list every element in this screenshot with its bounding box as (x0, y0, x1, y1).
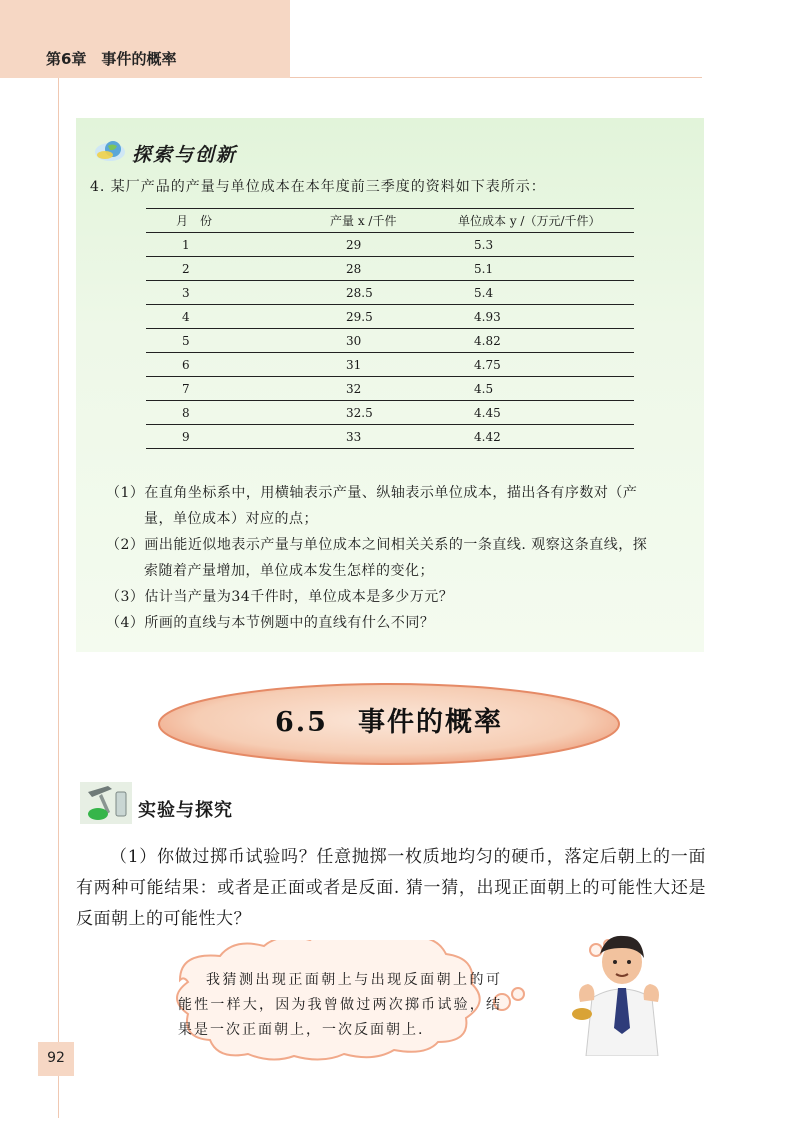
cell-output: 31 (306, 353, 446, 377)
section-number: 6.5 (275, 707, 328, 738)
header-unit-cost: 单位成本 y /（万元/千件） (446, 209, 634, 233)
chapter-title: 第6章 事件的概率 (46, 50, 177, 68)
production-cost-table (146, 208, 634, 449)
lab-title: 实验与探究 (138, 800, 233, 821)
coin-toss-paragraph: （1）你做过掷币试验吗？任意抛掷一枚质地均匀的硬币，落定后朝上的一面有两种可能结果：或者是正面或者是反面. 猜一猜，出现正面朝上的可能性大还是反面朝上的可能性大？ (76, 847, 706, 929)
cell-cost: 4.75 (446, 353, 634, 377)
header-month: 月 份 (146, 209, 306, 233)
cell-cost: 4.93 (446, 305, 634, 329)
table-row (146, 377, 634, 401)
cell-month: 5 (146, 329, 306, 353)
question-1 (106, 480, 637, 532)
header-output: 产量 x /千件 (306, 209, 446, 233)
table-row (146, 305, 634, 329)
cell-cost: 4.82 (446, 329, 634, 353)
table-row (146, 281, 634, 305)
question-3 (106, 584, 453, 610)
cell-month: 1 (146, 233, 306, 257)
cell-cost: 5.4 (446, 281, 634, 305)
question-1-line1: （1）在直角坐标系中，用横轴表示产量、纵轴表示单位成本，描出各有序数对（产 (106, 485, 638, 501)
cell-output: 29 (306, 233, 446, 257)
cell-output: 28.5 (306, 281, 446, 305)
page-number: 92 (47, 1050, 65, 1066)
cell-cost: 5.1 (446, 257, 634, 281)
header-rule (290, 77, 702, 78)
cell-output: 30 (306, 329, 446, 353)
student-illustration (562, 932, 670, 1056)
table-row (146, 329, 634, 353)
table-header-row (146, 209, 634, 233)
table-row (146, 425, 634, 449)
question-3-line1: （3）估计当产量为34千件时，单位成本是多少万元？ (106, 589, 454, 605)
problem-stem: 4. 某厂产品的产量与单位成本在本年度前三季度的资料如下表所示： (90, 179, 546, 195)
left-margin-rule (58, 78, 59, 1118)
section-name: 事件的概率 (357, 707, 503, 738)
question-4 (106, 610, 434, 636)
lab-flask-icon (80, 782, 132, 824)
question-4-line1: （4）所画的直线与本节例题中的直线有什么不同？ (106, 615, 435, 631)
cell-output: 29.5 (306, 305, 446, 329)
section-title (156, 700, 622, 739)
cell-output: 32 (306, 377, 446, 401)
cell-output: 33 (306, 425, 446, 449)
table-row (146, 233, 634, 257)
question-1-line2: 量，单位成本）对应的点； (144, 511, 318, 527)
cell-month: 6 (146, 353, 306, 377)
question-2-line2: 索随着产量增加，单位成本发生怎样的变化； (144, 563, 434, 579)
cell-month: 3 (146, 281, 306, 305)
explore-title: 探索与创新 (132, 144, 238, 166)
cell-cost: 4.42 (446, 425, 634, 449)
question-2 (106, 532, 647, 584)
cell-output: 28 (306, 257, 446, 281)
cell-cost: 5.3 (446, 233, 634, 257)
cell-month: 7 (146, 377, 306, 401)
cell-month: 2 (146, 257, 306, 281)
cell-month: 4 (146, 305, 306, 329)
question-2-line1: （2）画出能近似地表示产量与单位成本之间相关关系的一条直线. 观察这条直线，探 (106, 537, 648, 553)
cell-month: 9 (146, 425, 306, 449)
globe-icon (93, 136, 127, 166)
table-row (146, 353, 634, 377)
table-row (146, 257, 634, 281)
cell-cost: 4.45 (446, 401, 634, 425)
table-row (146, 401, 634, 425)
thought-text: 我猜测出现正面朝上与出现反面朝上的可能性一样大，因为我曾做过两次掷币试验，结果是一次正面朝上，一次反面朝上. (178, 972, 502, 1038)
cell-month: 8 (146, 401, 306, 425)
cell-cost: 4.5 (446, 377, 634, 401)
cell-output: 32.5 (306, 401, 446, 425)
